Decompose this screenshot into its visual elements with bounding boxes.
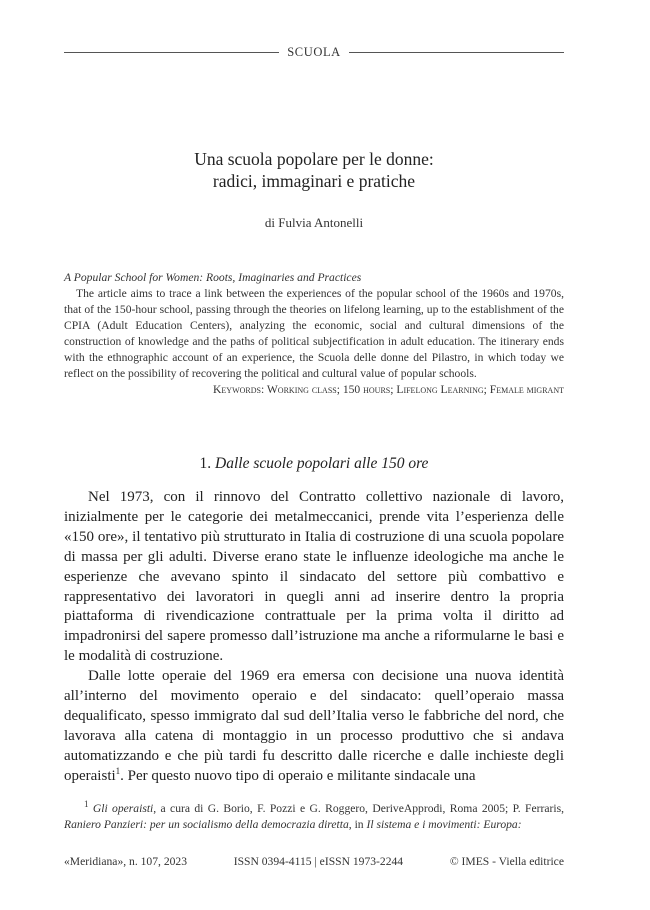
footer-journal: «Meridiana», n. 107, 2023 [64,855,188,868]
paragraph-2 [64,667,564,786]
footer-issn: ISSN 0394-4115 | eISSN 1973-2244 [233,855,404,868]
article-title [64,148,564,192]
footnote-title-2: Raniero Panzieri: per un socialismo della democrazia diretta [64,818,349,831]
abstract-title: A Popular School for Women: Roots, Imaginaries and Practices [64,271,362,284]
body-text [64,488,564,787]
footnote-text-2: , in [348,818,367,831]
footnote-title-1: Gli operaisti [92,802,154,815]
abstract-keywords: Keywords: Working class; 150 hours; Lifelong Learning; Female migrant [213,383,564,396]
paragraph-1: Nel 1973, con il rinnovo del Contratto collettivo nazionale di lavoro, inizialmente per le categorie dei metalmeccanici, prende vita l’esperienza delle «150 ore», il tentativo più strutturato in Italia di costruzione di una scuola popolare di massa per gli adulti. Diverse erano state le influenze ideologiche ma anche le esperienze che avevano spinto il sindacato del settore più combattivo e rappresentativo dei lavoratori in quegli anni ad inserire dentro la propria piattaforma di rivendicazione contrattuale per la prima volta il diritto ad impadronirsi del sapere promesso dall’istruzione ma anche a riformularne le basi e le modalità di costruzione. [64,489,564,665]
footer-publisher: © IMES - Viella editrice [449,855,564,868]
footnote-text-1: , a cura di G. Borio, F. Pozzi e G. Roggero, DeriveApprodi, Roma 2005; P. Ferraris, [153,802,564,815]
footnote-ref-1[interactable]: 1 [115,765,121,776]
section-title: Dalle scuole popolari alle 150 ore [215,455,429,472]
article-author: di Fulvia Antonelli [264,215,364,230]
page-footer [64,855,564,868]
header-rule-right [349,52,564,53]
paragraph-2-tail: . Per questo nuovo tipo di operaio e militante sindacale una [120,767,476,784]
header-rule-left [64,52,279,53]
footnote-1 [64,801,564,833]
footnote-title-3: Il sistema e i movimenti: Europa: [366,818,522,831]
section-heading [64,455,564,473]
abstract-body: The article aims to trace a link between the experiences of the popular school of the 1960s and 1970s, that of the 150-hour school, passing through the theories on lifelong learning, up to the establishment of the CPIA (Adult Education Centers), analyzing the economic, social and cultural dimensions of the construction of knowledge and the paths of political subjectification in adult education. The itinerary ends with the ethnographic account of an experience, the Scuola delle donne del Pilastro, in which today we reflect on the possibility of recovering the political and cultural value of popular schools. [64,287,564,380]
article-title-line-1: Una scuola popolare per le donne: [194,149,434,169]
paragraph-2-main: Dalle lotte operaie del 1969 era emersa con decisione una nuova identità all’interno del movimento operaio e del sindacato: quell’operaio massa dequalificato, spesso immigrato dal sud dell’Italia verso le fabbriche del nord, che lavorava alla catena di montaggio in un processo produttivo che si andava automatizzando e che più tardi fu descritto dalle ricerche e dalle inchieste degli operaisti [64,668,564,784]
abstract [64,270,564,398]
running-header [64,42,564,62]
footnote-number: 1 [84,799,89,810]
section-label: SCUOLA [287,44,341,59]
article-title-line-2: radici, immaginari e pratiche [212,171,416,191]
section-number: 1. [199,455,212,472]
